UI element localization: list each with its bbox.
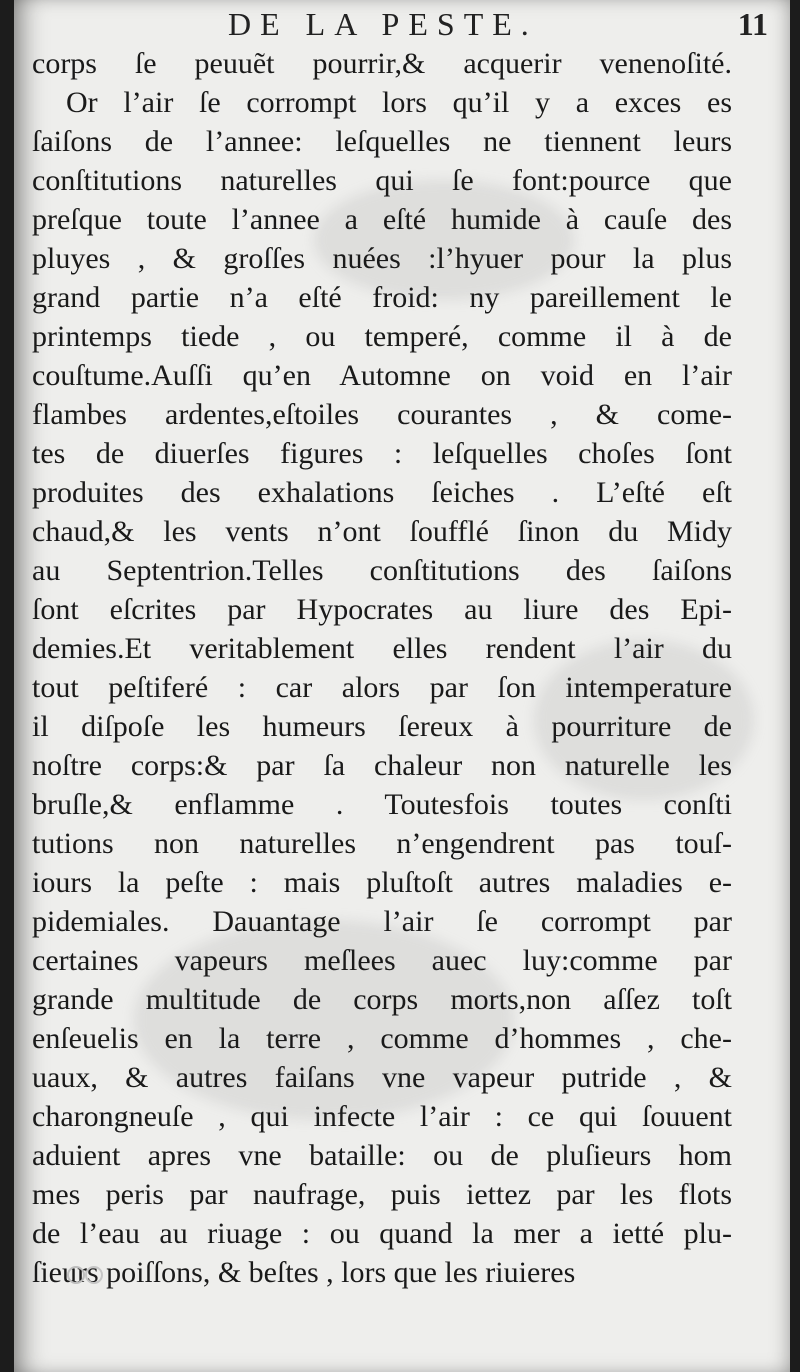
text-line: uaux, & autres faiſans vne vapeur putride , & xyxy=(32,1061,732,1094)
running-title: DE LA PESTE. xyxy=(228,6,538,42)
text-line: printemps tiede , ou temperé, comme il à de xyxy=(32,320,732,353)
text-line: conſtitutions naturelles qui ſe font:pource que xyxy=(32,164,732,197)
text-line: il diſpoſe les humeurs ſereux à pourriture de xyxy=(32,710,732,743)
text-line: tes de diuerſes figures : leſquelles choſes ſont xyxy=(32,437,732,470)
text-line: chaud,& les vents n’ont ſoufflé ſinon du Midy xyxy=(32,515,732,548)
text-line: au Septentrion.Telles conſtitutions des ſaiſons xyxy=(32,554,732,587)
text-line: iours la peſte : mais pluſtoſt autres maladies e- xyxy=(32,866,732,899)
text-line: enſeuelis en la terre , comme d’hommes , che- xyxy=(32,1022,732,1055)
text-line: bruſle,& enflamme . Toutesfois toutes conſti xyxy=(32,788,732,821)
text-line: corps ſe peuuẽt pourrir,& acquerir venenoſité. xyxy=(32,47,732,80)
text-line: couſtume.Auſſi qu’en Automne on void en l’air xyxy=(32,359,732,392)
text-line: aduient apres vne bataille: ou de pluſieurs hom xyxy=(32,1139,732,1172)
bleed-through-mark xyxy=(66,1262,106,1295)
text-line: Or l’air ſe corrompt lors qu’il y a exces es xyxy=(66,86,732,119)
text-line: preſque toute l’annee a eſté humide à cauſe des xyxy=(32,203,732,236)
text-line: grand partie n’a eſté froid: ny pareillement le xyxy=(32,281,732,314)
text-line: tutions non naturelles n’engendrent pas touſ- xyxy=(32,827,732,860)
text-line: de l’eau au riuage : ou quand la mer a ietté plu- xyxy=(32,1217,732,1250)
text-line: mes peris par naufrage, puis iettez par les flots xyxy=(32,1178,732,1211)
text-line: flambes ardentes,eſtoiles courantes , & come- xyxy=(32,398,732,431)
body-text xyxy=(32,44,732,1292)
text-line: ſaiſons de l’annee: leſquelles ne tiennent leurs xyxy=(32,125,732,158)
text-line: grande multitude de corps morts,non aſſez toſt xyxy=(32,983,732,1016)
page-number: 11 xyxy=(737,6,768,42)
text-line: ſont eſcrites par Hypocrates au liure des Epi- xyxy=(32,593,732,626)
text-line: noſtre corps:& par ſa chaleur non naturelle les xyxy=(32,749,732,782)
text-line: charongneuſe , qui infecte l’air : ce qui ſouuent xyxy=(32,1100,732,1133)
text-line: tout peſtiferé : car alors par ſon intemperature xyxy=(32,671,732,704)
text-line: pidemiales. Dauantage l’air ſe corrompt par xyxy=(32,905,732,938)
text-line: pluyes , & groſſes nuées :l’hyuer pour la plus xyxy=(32,242,732,275)
text-line: produites des exhalations ſeiches . L’eſté eſt xyxy=(32,476,732,509)
text-line: certaines vapeurs meſlees auec luy:comme par xyxy=(32,944,732,977)
text-line: demies.Et veritablement elles rendent l’air du xyxy=(32,632,732,665)
book-page xyxy=(14,0,790,1372)
text-line: ſieurs poiſſons, & beſtes , lors que les riuieres xyxy=(32,1256,576,1289)
page-header xyxy=(14,4,790,44)
bleed-through-icon xyxy=(66,1262,106,1288)
